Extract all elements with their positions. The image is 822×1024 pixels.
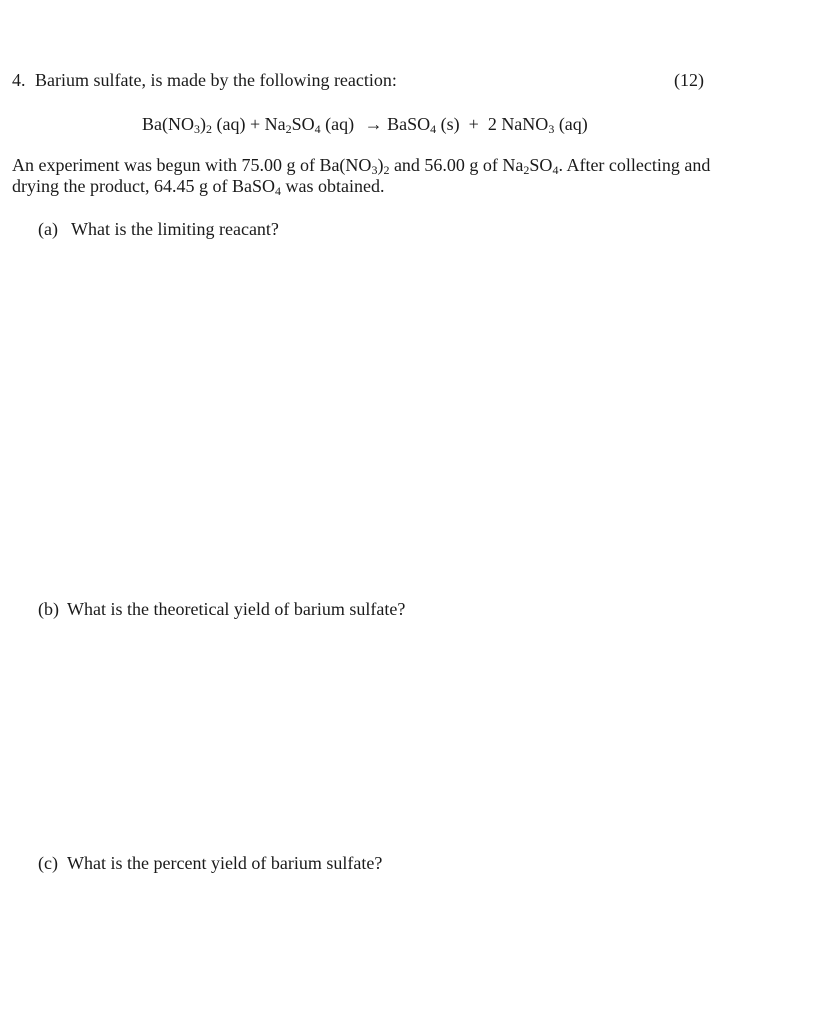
- question-title: Barium sulfate, is made by the following reaction:: [35, 70, 397, 90]
- part-b-label: (b): [38, 599, 59, 619]
- reactant-2: $Na_2SO_4$ (aq): [264, 114, 355, 136]
- part-c-question: [38, 853, 382, 874]
- part-a-text: What is the limiting reacant?: [71, 219, 279, 239]
- product-2: 2 NaNO$_3$ (aq): [487, 114, 588, 136]
- part-c-text: What is the percent yield of barium sulfate?: [67, 853, 383, 873]
- part-b-text: What is the theoretical yield of barium sulfate?: [67, 599, 406, 619]
- experiment-description: An experiment was begun with 75.00 g of $Ba(NO_3)_2$ and 56.00 g of $Na_2SO_4$. After collecting and drying the product, 64.45 g of BaSO$_4$ was obtained.: [12, 155, 711, 198]
- reactant-1: $Ba(NO_3)_2$ (aq) +: [142, 114, 261, 136]
- part-b-question: [38, 599, 405, 620]
- reaction-equation: $Ba(NO_3)_2$ $(aq) + Na_2SO_4$ (aq) → BaSO$_4$ (s) + 2 NaNO$_3$ (aq): [142, 114, 588, 136]
- product-1: BaSO$_4$ (s): [387, 114, 460, 136]
- part-a-label: (a): [38, 219, 58, 239]
- question-points: (12): [674, 70, 704, 90]
- question-number: 4.: [12, 70, 26, 90]
- reaction-arrow: →: [364, 114, 383, 134]
- part-c-label: (c): [38, 853, 58, 873]
- part-a-question: [38, 219, 279, 240]
